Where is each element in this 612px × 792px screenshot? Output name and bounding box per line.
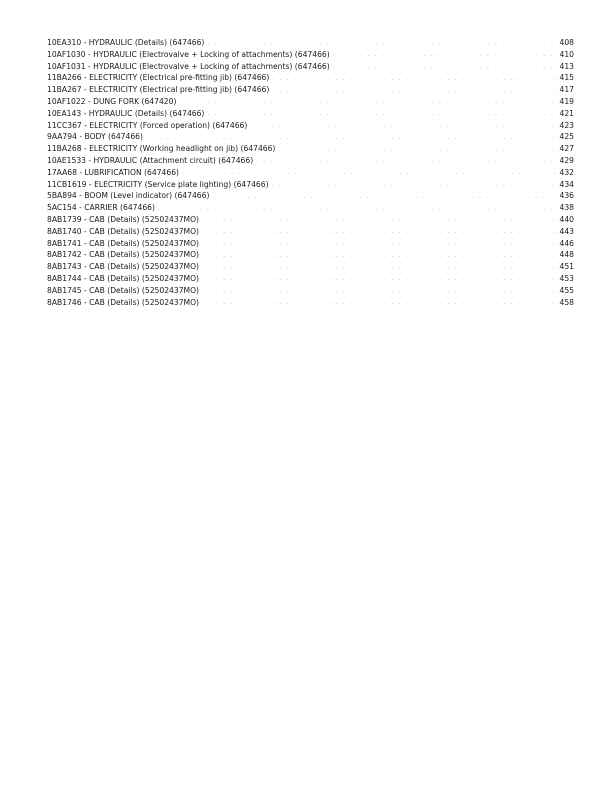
dot-leader — [272, 73, 555, 85]
dot-leader — [333, 61, 556, 73]
toc-entry-page[interactable]: 458 — [559, 297, 574, 307]
dot-leader — [202, 214, 555, 226]
toc-entry-page[interactable]: 421 — [559, 108, 574, 118]
toc-entry-title[interactable]: 10EA143 - HYDRAULIC (Details) (647466) — [47, 108, 205, 118]
toc-entry[interactable] — [47, 238, 574, 250]
toc-entry[interactable] — [47, 249, 574, 261]
toc-entry[interactable] — [47, 72, 574, 84]
dot-leader — [278, 144, 555, 156]
toc-entry-title[interactable]: 10AF1022 - DUNG FORK (647420) — [47, 96, 177, 106]
toc-entry[interactable] — [47, 190, 574, 202]
toc-entry-page[interactable]: 427 — [559, 144, 574, 154]
toc-entry-title[interactable]: 17AA68 - LUBRIFICATION (647466) — [47, 167, 180, 177]
toc-entry-page[interactable]: 432 — [559, 167, 574, 177]
toc-entry[interactable] — [47, 155, 574, 167]
toc-entry-title[interactable]: 8AB1744 - CAB (Details) (52502437MO) — [47, 273, 200, 283]
toc-entry-page[interactable]: 429 — [559, 155, 574, 165]
dot-leader — [202, 226, 555, 238]
dot-leader — [182, 167, 555, 179]
toc-entry-page[interactable]: 423 — [559, 120, 574, 130]
toc-entry[interactable] — [47, 143, 574, 155]
toc-entry[interactable] — [47, 61, 574, 73]
toc-entry[interactable] — [47, 37, 574, 49]
dot-leader — [202, 273, 555, 285]
toc-entry-page[interactable]: 417 — [559, 85, 574, 95]
toc-entry-page[interactable]: 443 — [559, 226, 574, 236]
toc-entry-page[interactable]: 410 — [559, 49, 574, 59]
toc-entry-page[interactable]: 455 — [559, 285, 574, 295]
dot-leader — [202, 285, 555, 297]
toc-entry[interactable] — [47, 96, 574, 108]
toc-entry-page[interactable]: 408 — [559, 38, 574, 47]
toc-entry[interactable] — [47, 167, 574, 179]
toc-entry-page[interactable]: 438 — [559, 203, 574, 213]
toc-entry-title[interactable]: 11BA266 - ELECTRICITY (Electrical pre-fitting jib) (647466) — [47, 73, 270, 83]
toc-entry-page[interactable]: 436 — [559, 191, 574, 201]
toc-entry-title[interactable]: 8AB1739 - CAB (Details) (52502437MO) — [47, 214, 200, 224]
dot-leader — [207, 108, 555, 120]
toc-entry-page[interactable]: 419 — [559, 96, 574, 106]
toc-entry-title[interactable]: 8AB1742 - CAB (Details) (52502437MO) — [47, 250, 200, 260]
toc-entry[interactable] — [47, 84, 574, 96]
dot-leader — [179, 96, 555, 108]
toc-entry[interactable] — [47, 297, 574, 309]
dot-leader — [158, 203, 556, 215]
toc-entry-page[interactable]: 415 — [559, 73, 574, 83]
toc-entry-title[interactable]: 10AF1031 - HYDRAULIC (Electrovalve + Locking of attachments) (647466) — [47, 61, 330, 71]
toc-entry-title[interactable]: 11BA267 - ELECTRICITY (Electrical pre-fitting jib) (647466) — [47, 85, 270, 95]
toc-entry-page[interactable]: 440 — [559, 214, 574, 224]
toc-entry-title[interactable]: 10AF1030 - HYDRAULIC (Electrovalve + Locking of attachments) (647466) — [47, 49, 330, 59]
toc-entry[interactable] — [47, 285, 574, 297]
toc-entry-page[interactable]: 425 — [559, 132, 574, 142]
dot-leader — [202, 250, 555, 262]
toc-entry[interactable] — [47, 179, 574, 191]
toc-entry-page[interactable]: 451 — [559, 262, 574, 272]
toc-entry-title[interactable]: 11BA268 - ELECTRICITY (Working headlight on jib) (647466) — [47, 144, 276, 154]
dot-leader — [272, 179, 556, 191]
toc-entry-title[interactable]: 10AE1533 - HYDRAULIC (Attachment circuit) (647466) — [47, 155, 254, 165]
toc-entry-title[interactable]: 8AB1741 - CAB (Details) (52502437MO) — [47, 238, 200, 248]
toc-entry[interactable] — [47, 49, 574, 61]
toc-entry[interactable] — [47, 131, 574, 143]
toc-entry-page[interactable]: 434 — [559, 179, 574, 189]
toc-entry-title[interactable]: 8AB1740 - CAB (Details) (52502437MO) — [47, 226, 200, 236]
toc-entry-title[interactable]: 5AC154 - CARRIER (647466) — [47, 203, 155, 213]
toc-entry[interactable] — [47, 120, 574, 132]
toc-entry[interactable] — [47, 273, 574, 285]
toc-entry-title[interactable]: 10EA310 - HYDRAULIC (Details) (647466) — [47, 38, 205, 47]
dot-leader — [333, 49, 556, 61]
toc-entry-page[interactable]: 413 — [559, 61, 574, 71]
toc-entry-page[interactable]: 446 — [559, 238, 574, 248]
dot-leader — [272, 85, 555, 97]
toc-entry[interactable] — [47, 202, 574, 214]
toc-entry-title[interactable]: 8AB1745 - CAB (Details) (52502437MO) — [47, 285, 200, 295]
table-of-contents — [47, 37, 574, 308]
toc-entry-title[interactable]: 8AB1743 - CAB (Details) (52502437MO) — [47, 262, 200, 272]
dot-leader — [207, 38, 555, 50]
dot-leader — [256, 155, 555, 167]
dot-leader — [202, 297, 555, 309]
toc-entry-page[interactable]: 453 — [559, 273, 574, 283]
dot-leader — [146, 132, 556, 144]
dot-leader — [202, 238, 555, 250]
toc-entry-page[interactable]: 448 — [559, 250, 574, 260]
toc-entry[interactable] — [47, 226, 574, 238]
toc-entry-title[interactable]: 11CC367 - ELECTRICITY (Forced operation) (647466) — [47, 120, 248, 130]
dot-leader — [202, 262, 555, 274]
toc-entry[interactable] — [47, 214, 574, 226]
toc-entry-title[interactable]: 5BA894 - BOOM (Level indicator) (647466) — [47, 191, 210, 201]
toc-entry-title[interactable]: 11CB1619 - ELECTRICITY (Service plate lighting) (647466) — [47, 179, 269, 189]
toc-entry[interactable] — [47, 261, 574, 273]
dot-leader — [212, 191, 555, 203]
toc-entry-title[interactable]: 9AA794 - BODY (647466) — [47, 132, 143, 142]
toc-entry-title[interactable]: 8AB1746 - CAB (Details) (52502437MO) — [47, 297, 200, 307]
dot-leader — [250, 120, 555, 132]
toc-entry[interactable] — [47, 108, 574, 120]
